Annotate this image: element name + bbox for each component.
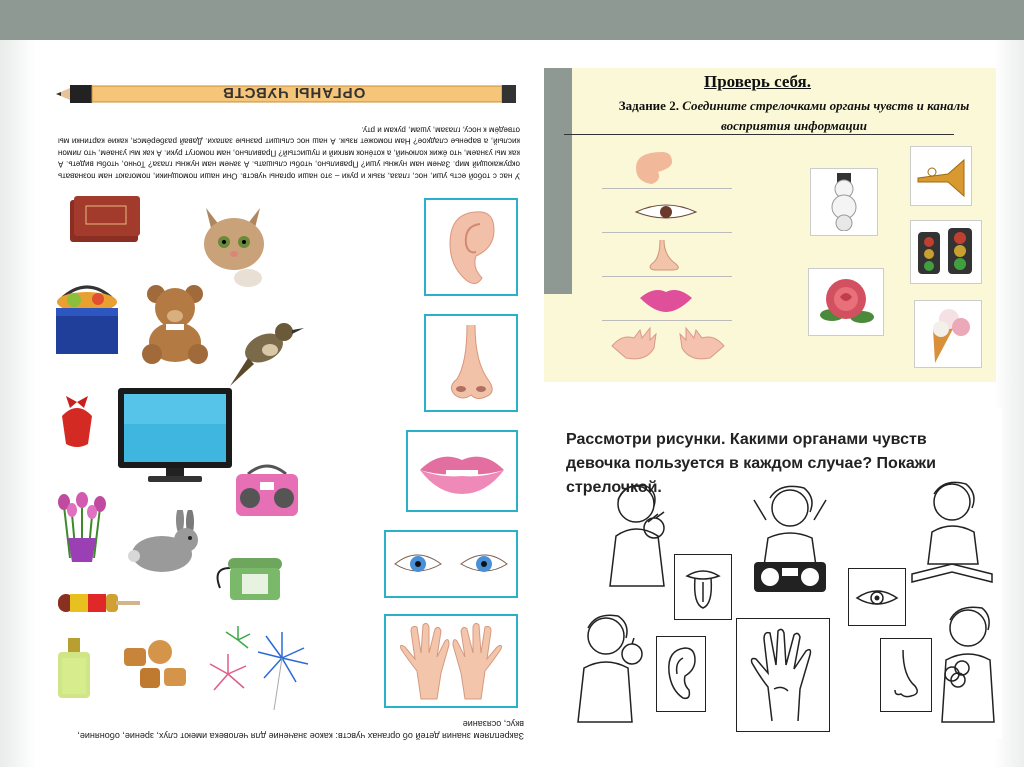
eye-icon xyxy=(855,582,899,612)
eyes-frame xyxy=(384,530,518,598)
hand-box xyxy=(736,618,830,732)
trumpet-icon xyxy=(914,154,968,198)
trumpet-card xyxy=(910,146,972,206)
ear-box xyxy=(656,636,706,712)
senses-worksheet xyxy=(44,58,528,748)
ear-frame xyxy=(424,198,518,296)
mouth-tongue-box xyxy=(674,554,732,620)
bird-icon xyxy=(230,312,306,392)
nose-frame xyxy=(424,314,518,412)
ear-icon xyxy=(622,150,692,186)
worksheet-question: Рассмотри рисунки. Какими органами чувств девочка пользуется в каждом случае? Покажи стрелочкой. xyxy=(566,431,936,496)
rose-card xyxy=(808,268,884,336)
girl-senses-worksheet xyxy=(544,408,1002,738)
food-basket-icon xyxy=(50,274,124,360)
task2-underline xyxy=(564,134,954,135)
task2-side-bar xyxy=(544,68,572,294)
ear-icon xyxy=(665,646,697,702)
girl-smelling-icon xyxy=(596,478,676,588)
eyes-icon xyxy=(391,544,511,584)
traffic-light-card xyxy=(910,220,982,284)
girl-listening-icon xyxy=(740,476,840,596)
telephone-icon xyxy=(214,548,286,606)
top-bar xyxy=(0,0,1024,40)
rabbit-icon xyxy=(126,510,210,576)
organ-strip xyxy=(602,150,732,370)
slide-shadow-left xyxy=(0,40,36,767)
candy-icon xyxy=(54,394,100,452)
lips-icon xyxy=(416,446,508,496)
radio-icon xyxy=(234,454,300,520)
girl-with-flowers-icon xyxy=(932,598,998,724)
task2-panel xyxy=(544,68,996,382)
traffic-light-icon xyxy=(916,226,976,278)
worksheet-title: ОРГАНЫ ЧУВСТВ xyxy=(222,84,366,101)
tv-icon xyxy=(116,386,234,486)
girl-eating-apple-icon xyxy=(566,606,650,724)
nose-icon xyxy=(441,323,501,403)
cat-icon xyxy=(196,198,272,290)
nose-box xyxy=(880,638,932,712)
worksheet-paragraph: У нас с тобой есть уши, нос, глаза, язык и руки – это наши органы чувств. Они наши помощники, помогают нам познавать окружающий мир. Зачем нам нужны уши? Правильно, чтобы слышать. А зачем нам нужны глаза? Точно, чтобы видеть. А как мы узнаем, что ёжик колючий, а котёнок мягкий и пушистый? Правильно, нам помогут руки. А как мы узнаем, что лимон кислый, а варенье сладкое? Нам поможет язык. А наш нос слышит разные запахи. Давай разберёмся, какие картинки мы отведём к носу, глазам, ушам, рукам и рту. xyxy=(58,125,520,181)
tulips-icon xyxy=(50,478,114,562)
lips-icon xyxy=(636,284,696,314)
lips-frame xyxy=(406,430,518,512)
hands-icon xyxy=(391,621,511,701)
eye-box xyxy=(848,568,906,626)
ice-cream-cone-icon xyxy=(921,305,975,363)
book-icon xyxy=(66,190,146,248)
hands-frame xyxy=(384,614,518,708)
ear-icon xyxy=(442,206,500,288)
ice-cream-card xyxy=(914,300,982,368)
ice-cream-icon xyxy=(54,586,142,620)
cookies-icon xyxy=(120,634,190,694)
girl-reading-icon xyxy=(908,474,994,588)
snowman-icon xyxy=(819,173,869,231)
teddy-bear-icon xyxy=(134,280,218,364)
hands-icon xyxy=(606,326,730,368)
hand-icon xyxy=(748,627,818,723)
fireworks-icon xyxy=(204,624,312,710)
task2-instruction: Задание 2. Соедините стрелочками органы чувств и каналы восприятия информации xyxy=(618,98,970,133)
nose-icon xyxy=(889,648,923,702)
eye-icon xyxy=(632,198,702,226)
nose-icon xyxy=(642,238,692,272)
rose-icon xyxy=(814,273,878,331)
snowman-card xyxy=(810,168,878,236)
tongue-icon xyxy=(683,562,723,612)
perfume-icon xyxy=(54,636,94,700)
worksheet-footer: Закрепляем знания детей об органах чувств: какое значение для человека имеют слух, зрение, обоняние, вкус, осязание xyxy=(77,719,524,741)
task2-title: Проверь себя. xyxy=(704,72,811,91)
